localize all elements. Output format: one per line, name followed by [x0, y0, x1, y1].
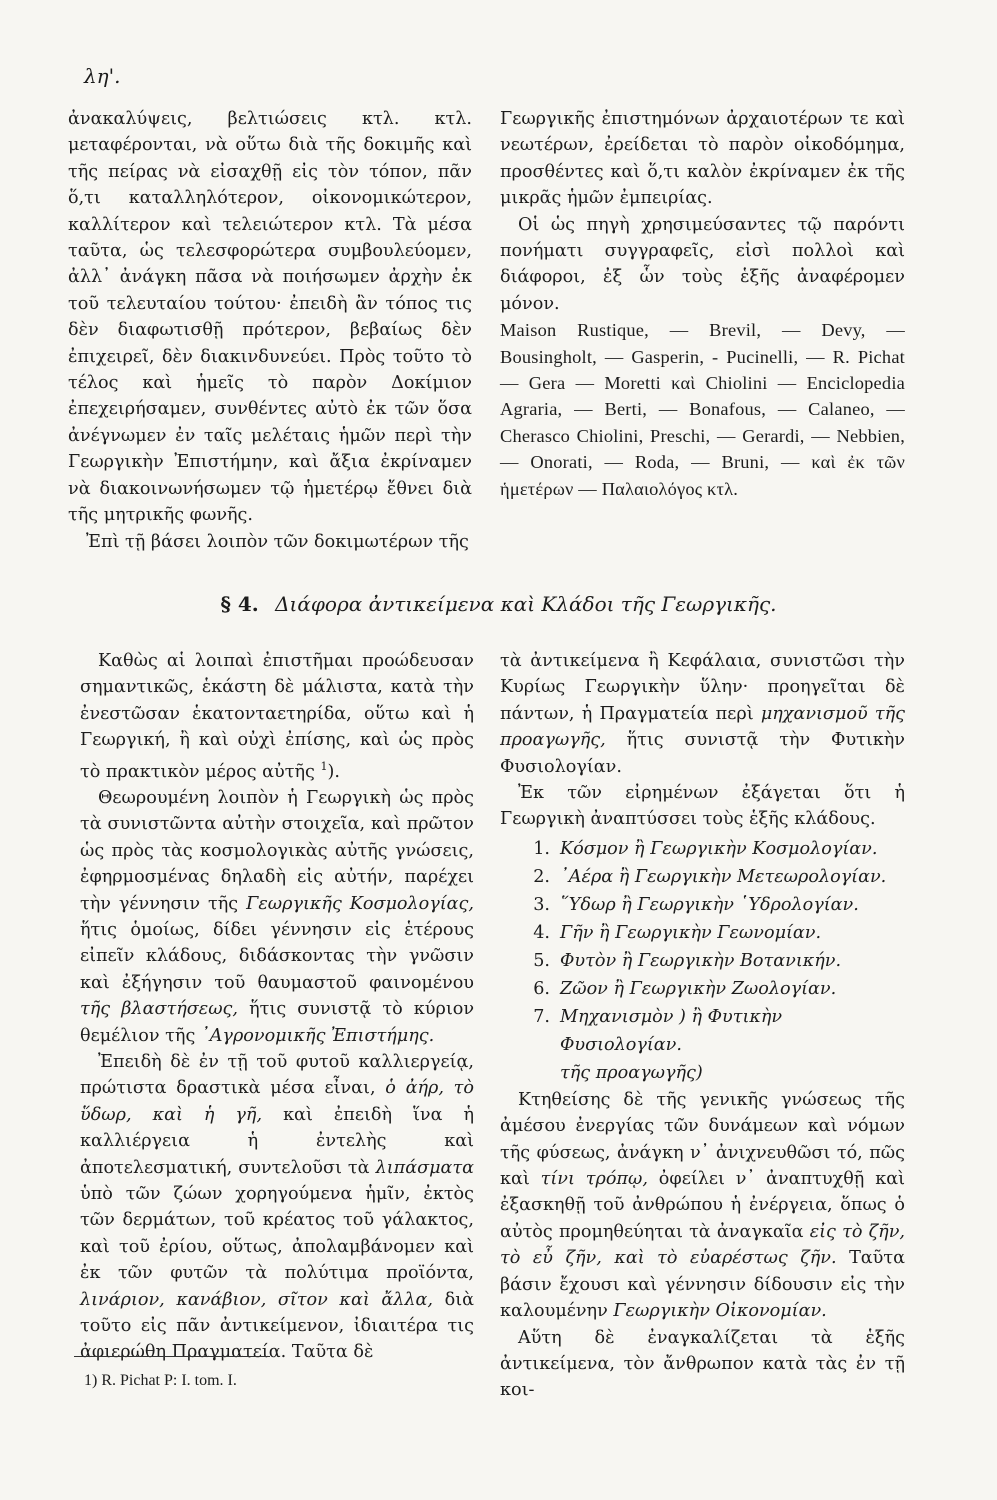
footnote-ref: 1	[320, 759, 328, 773]
body-paragraph: Θεωρουμένη λοιπὸν ἡ Γεωργικὴ ὡς πρὸς τὰ συνιστῶντα αὐτὴν στοιχεῖα, καὶ πρῶτον ὡς πρὸς τὰς κοσμολογικὰς αὐτῆς γνώσεις, ἐφηρμοσμένας δηλαδὴ εἰς αὐτήν, παρέχει τὴν γέννησιν τῆς Γεωργικῆς Κοσμολογίας, ἥτις ὁμοίως, δίδει γέννησιν εἰς ἑτέρους εἰπεῖν κλάδους, διδάσκοντας τὴν γνῶσιν καὶ ἐξήγησιν τοῦ θαυμαστοῦ φαινομένου τῆς βλαστήσεως, ἥτις συνιστᾷ τὸ κύριον θεμέλιον τῆς ᾽Αγρονομικῆς Ἐπιστήμης.	[80, 787, 475, 1046]
section-heading	[0, 592, 997, 616]
list-item: 5. Φυτὸν ἢ Γεωργικὴν Βοτανικήν.	[533, 950, 842, 971]
intro-paragraph: ἀνακαλύψεις, βελτιώσεις κτλ. κτλ. μεταφέρονται, νὰ οὕτω διὰ τῆς δοκιμῆς καὶ τῆς πείρας νὰ εἰσαχθῇ εἰς τὸν τόπον, πᾶν ὅ,τι καταλληλότερον, οἰκονομικώτερον, καλλίτερον καὶ τελειώτερον κτλ. Τὰ μέσα ταῦτα, ὡς τελεσφορώτερα συμβουλεύομεν, ἀλλ᾽ ἀνάγκη πᾶσα νὰ ποιήσωμεν ἀρχὴν ἐκ τοῦ τελευταίου τούτου· ἐπειδὴ ἂν τόπος τις δὲν διαφωτισθῇ πρότερον, βεβαίως δὲν ἐπιχειρεῖ, δὲν διακινδυνεύει. Πρὸς τοῦτο τὸ τέλος καὶ ἡμεῖς τὸ παρὸν Δοκίμιον ἐπεχειρήσαμεν, συνθέντες αὐτὸ ἐκ τῶν ὅσα ἀνέγνωμεν ἐν ταῖς μελέταις ἡμῶν περὶ τὴν Γεωργικὴν Ἐπιστήμην, καὶ ἄξια ἐκρίναμεν νὰ διακοινωνήσωμεν τῷ ἡμετέρῳ ἔθνει διὰ τῆς μητρικῆς φωνῆς.	[68, 109, 472, 526]
list-item-continuation: τῆς προαγωγῆς)	[560, 1062, 703, 1083]
source-authors-list: Maison Rustique, — Brevil, — Devy, — Bousingholt, — Gasperin, - Pucinelli, — R. Pichat — Gera — Moretti καὶ Chiolini — Enciclopedia Agraria, — Berti, — Bonafous, — Calaneo, — Cherasco Chiolini, Preschi, — Gerardi, — Nebbien, — Onorati, — Roda, — Bruni, — καὶ ἐκ τῶν ἡμετέρων — Παλαιολόγος κτλ.	[500, 320, 905, 499]
footnote: 1) R. Pichat P: I. tom. I.	[84, 1372, 237, 1389]
section-number: § 4.	[220, 592, 259, 616]
branch-list	[500, 835, 905, 1087]
body-column-right	[500, 648, 905, 1404]
list-item: 3. ῞Υδωρ ἢ Γεωργικὴν ῾Υδρολογίαν.	[533, 894, 859, 915]
page-number: λη'.	[84, 64, 121, 88]
sources-paragraph: Οἱ ὡς πηγὴ χρησιμεύσαντες τῷ παρόντι πονήματι συγγραφεῖς, εἰσὶ πολλοὶ καὶ διάφοροι, ἐξ ὧν τοὺς ἑξῆς ἀναφέρομεν μόνον.	[500, 214, 905, 314]
intro-paragraph: Ἐπὶ τῇ βάσει λοιπὸν τῶν δοκιμωτέρων τῆς	[86, 531, 469, 552]
list-item: 7. Μηχανισμὸν ) ἢ Φυτικὴν Φυσιολογίαν.	[533, 1006, 783, 1055]
list-item: 2. ᾽Αέρα ἢ Γεωργικὴν Μετεωρολογίαν.	[533, 866, 887, 887]
body-paragraph: Ἐκ τῶν εἰρημένων ἐξάγεται ὅτι ἡ Γεωργικὴ ἀναπτύσσει τοὺς ἑξῆς κλάδους.	[500, 783, 905, 830]
list-item: 6. Ζῶον ἢ Γεωργικὴν Ζωολογίαν.	[533, 978, 837, 999]
intro-column-right	[500, 106, 905, 502]
body-column-left	[80, 648, 474, 1366]
list-item: 1. Κόσμον ἢ Γεωργικὴν Κοσμολογίαν.	[533, 838, 878, 859]
intro-column-left	[68, 106, 472, 555]
section-title: Διάφορα ἀντικείμενα καὶ Κλάδοι τῆς Γεωργικῆς.	[275, 592, 777, 616]
intro-paragraph: Γεωργικῆς ἐπιστημόνων ἀρχαιοτέρων τε καὶ νεωτέρων, ἐρείδεται τὸ παρὸν οἰκοδόμημα, προσθέντες καὶ ὅ,τι καλὸν ἐκρίναμεν ἐκ τῆς μικρᾶς ἡμῶν ἐμπειρίας.	[500, 109, 905, 209]
body-paragraph: Ἐπειδὴ δὲ ἐν τῇ τοῦ φυτοῦ καλλιεργείᾳ, πρώτιστα δραστικὰ μέσα εἶναι, ὁ ἀήρ, τὸ ὕδωρ, καὶ ἡ γῆ, καὶ ἐπειδὴ ἵνα ἡ καλλιέργεια ἡ ἐντελὴς καὶ ἀποτελεσματική, συντελοῦσι τὰ λιπάσματα ὑπὸ τῶν ζώων χορηγούμενα ἡμῖν, ἐκτὸς τῶν δερμάτων, τοῦ κρέατος τοῦ γάλακτος, καὶ τοῦ ἐρίου, οὕτως, ἀπολαμβάνομεν καὶ ἐκ τῶν φυτῶν τὰ πολύτιμα προϊόντα, λινάριον, κανάβιον, σῖτον καὶ ἄλλα, διὰ τοῦτο εἰς πᾶν ἀντικείμενον, ἰδιαιτέρα τις ἀφιερώθη Πραγματεία. Ταῦτα δὲ	[80, 1051, 475, 1363]
list-item: 4. Γῆν ἢ Γεωργικὴν Γεωνομίαν.	[533, 922, 822, 943]
body-paragraph: Κτηθείσης δὲ τῆς γενικῆς γνώσεως τῆς ἀμέσου ἐνεργίας τῶν δυνάμεων καὶ νόμων τῆς φύσεως, ἀνάγκη ν᾽ ἀνιχνευθῶσι τό, πῶς καὶ τίνι τρόπῳ, ὀφείλει ν᾽ ἀναπτυχθῇ καὶ ἐξασκηθῇ τοῦ ἀνθρώπου ἡ ἐνέργεια, ὅπως ὁ αὐτὸς προμηθεύηται τὰ ἀναγκαῖα εἰς τὸ ζῆν, τὸ εὖ ζῆν, καὶ τὸ εὐαρέστως ζῆν. Ταῦτα βάσιν ἔχουσι καὶ γέννησιν δίδουσιν εἰς τὴν καλουμένην Γεωργικὴν Οἰκονομίαν.	[500, 1089, 905, 1322]
body-paragraph: τὰ ἀντικείμενα ἢ Κεφάλαια, συνιστῶσι τὴν Κυρίως Γεωργικὴν ὕλην· προηγεῖται δὲ πάντων, ἡ Πραγματεία περὶ μηχανισμοῦ τῆς προαγωγῆς, ἥτις συνιστᾷ τὴν Φυτικὴν Φυσιολογίαν.	[500, 651, 905, 777]
body-paragraph: Καθὼς αἱ λοιπαὶ ἐπιστῆμαι προώδευσαν σημαντικῶς, ἑκάστη δὲ μάλιστα, κατὰ τὴν ἐνεστῶσαν ἑκατονταετηρίδα, οὕτω καὶ ἡ Γεωργική, ἢ καὶ οὐχὶ ἐπίσης, καὶ ὡς πρὸς τὸ πρακτικὸν μέρος αὐτῆς $^1$).	[80, 651, 474, 782]
body-paragraph: Αὕτη δὲ ἐναγκαλίζεται τὰ ἑξῆς ἀντικείμενα, τὸν ἄνθρωπον κατὰ τὰς ἐν τῇ κοι-	[500, 1327, 905, 1401]
footnote-divider	[74, 1356, 270, 1357]
